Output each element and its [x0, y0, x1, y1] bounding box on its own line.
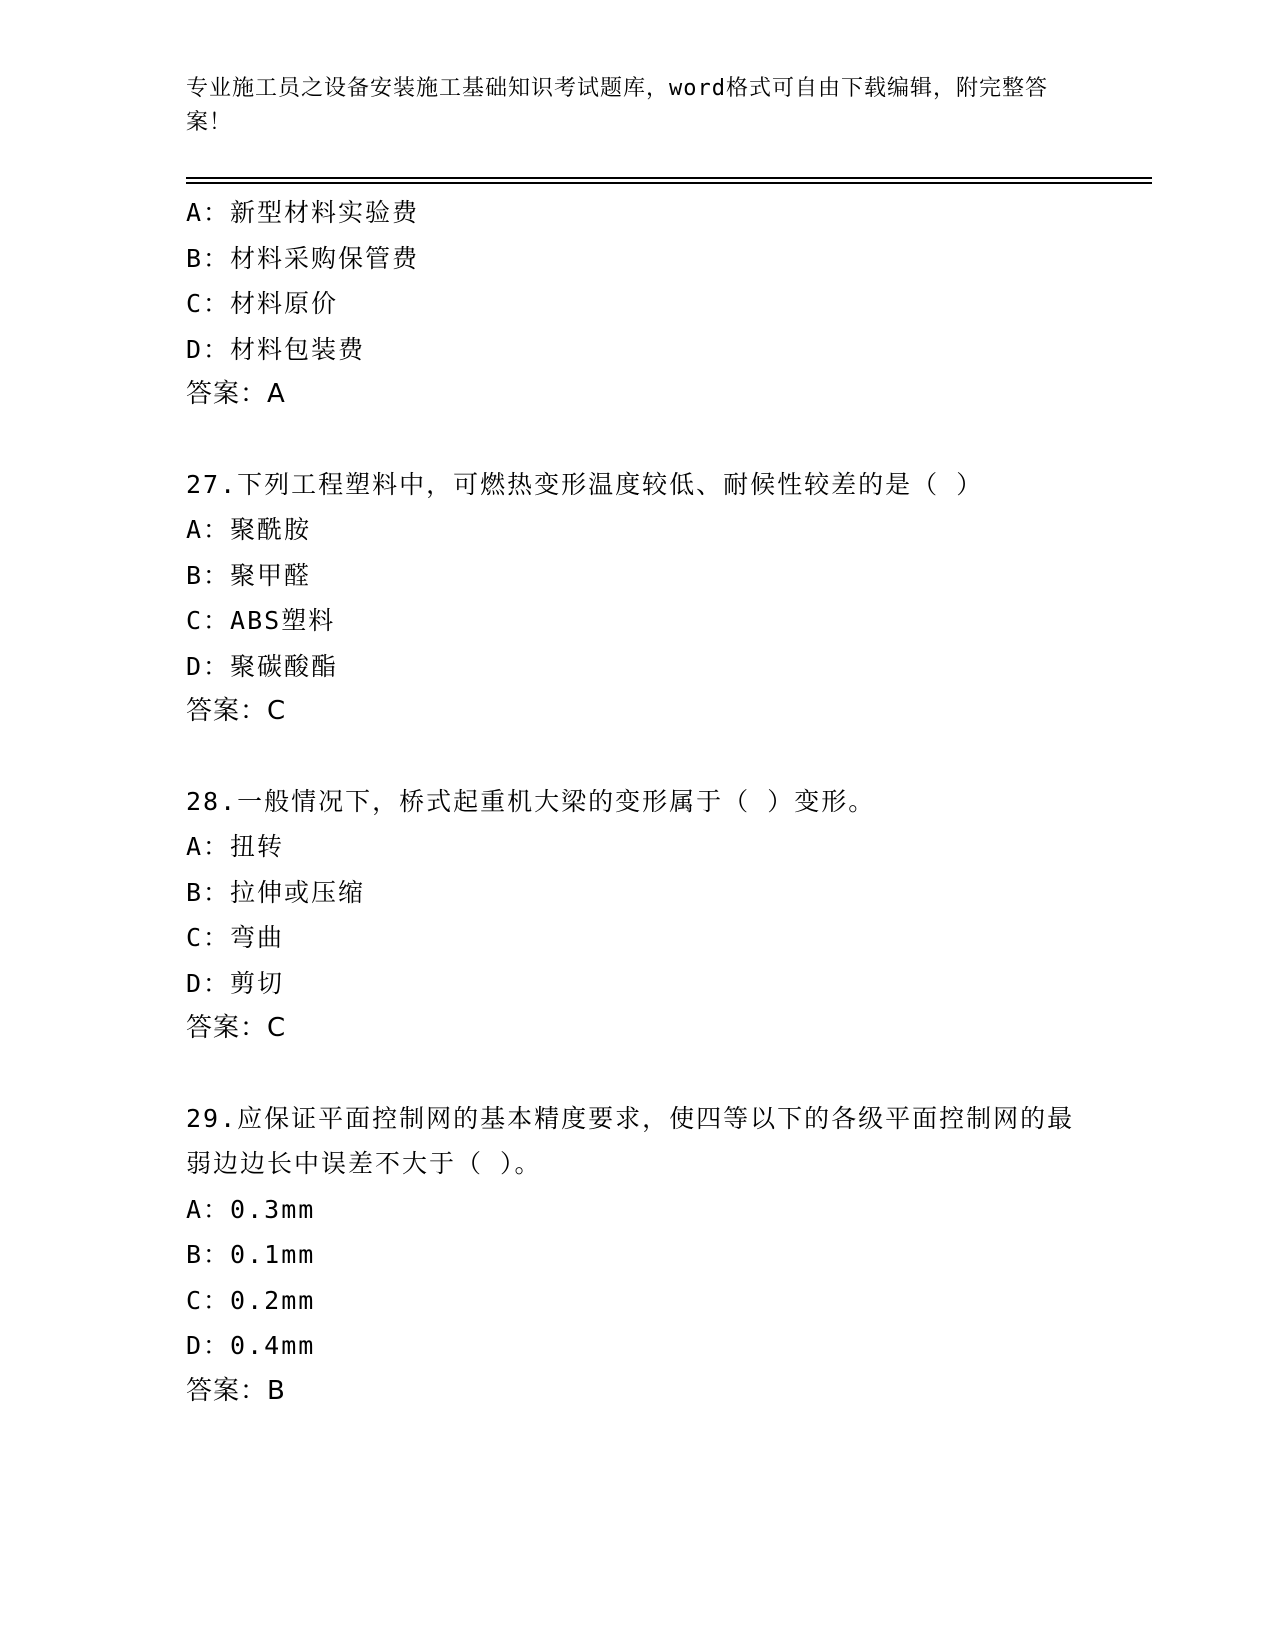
option-c: C：ABS塑料	[186, 606, 336, 635]
answer: 答案：C	[186, 1013, 287, 1043]
question-stem: 27.下列工程塑料中，可燃热变形温度较低、耐候性较差的是（ ）	[186, 469, 984, 499]
option-b: B：材料采购保管费	[186, 243, 420, 273]
option-a: A：0.3mm	[186, 1194, 316, 1224]
answer: 答案：B	[186, 1375, 286, 1406]
question-stem: 28.一般情况下，桥式起重机大梁的变形属于（ ）变形。	[186, 786, 876, 816]
option-c: C：0.2mm	[186, 1285, 316, 1315]
option-a: A：扭转	[186, 832, 285, 861]
option-c: C：材料原价	[186, 289, 339, 318]
option-b: B：0.1mm	[186, 1240, 316, 1269]
option-c: C：弯曲	[186, 923, 285, 952]
option-b: B：拉伸或压缩	[186, 877, 366, 907]
option-a: A：聚酰胺	[186, 515, 312, 544]
block-spacer	[186, 735, 1086, 779]
answer: 答案：A	[186, 379, 286, 409]
question-block	[186, 779, 1086, 1052]
question-block	[186, 190, 1086, 418]
question-block	[186, 1096, 1086, 1415]
option-d: D：剪切	[186, 968, 285, 998]
option-d: D：材料包装费	[186, 334, 366, 364]
question-block	[186, 462, 1086, 735]
option-d: D：聚碳酸酯	[186, 651, 339, 681]
answer: 答案：C	[186, 696, 287, 726]
question-list	[186, 190, 1086, 1414]
header-divider-top	[186, 177, 1152, 179]
option-a: A：新型材料实验费	[186, 198, 420, 227]
header-divider-bottom	[186, 182, 1152, 184]
document-header: 专业施工员之设备安装施工基础知识考试题库，word格式可自由下载编辑，附完整答案！	[186, 76, 1048, 135]
block-spacer	[186, 1052, 1086, 1096]
option-d: D：0.4mm	[186, 1331, 316, 1360]
option-b: B：聚甲醛	[186, 560, 312, 590]
block-spacer	[186, 418, 1086, 462]
question-stem: 29.应保证平面控制网的基本精度要求，使四等以下的各级平面控制网的最弱边边长中误差不大于（ ）。	[186, 1103, 1075, 1178]
